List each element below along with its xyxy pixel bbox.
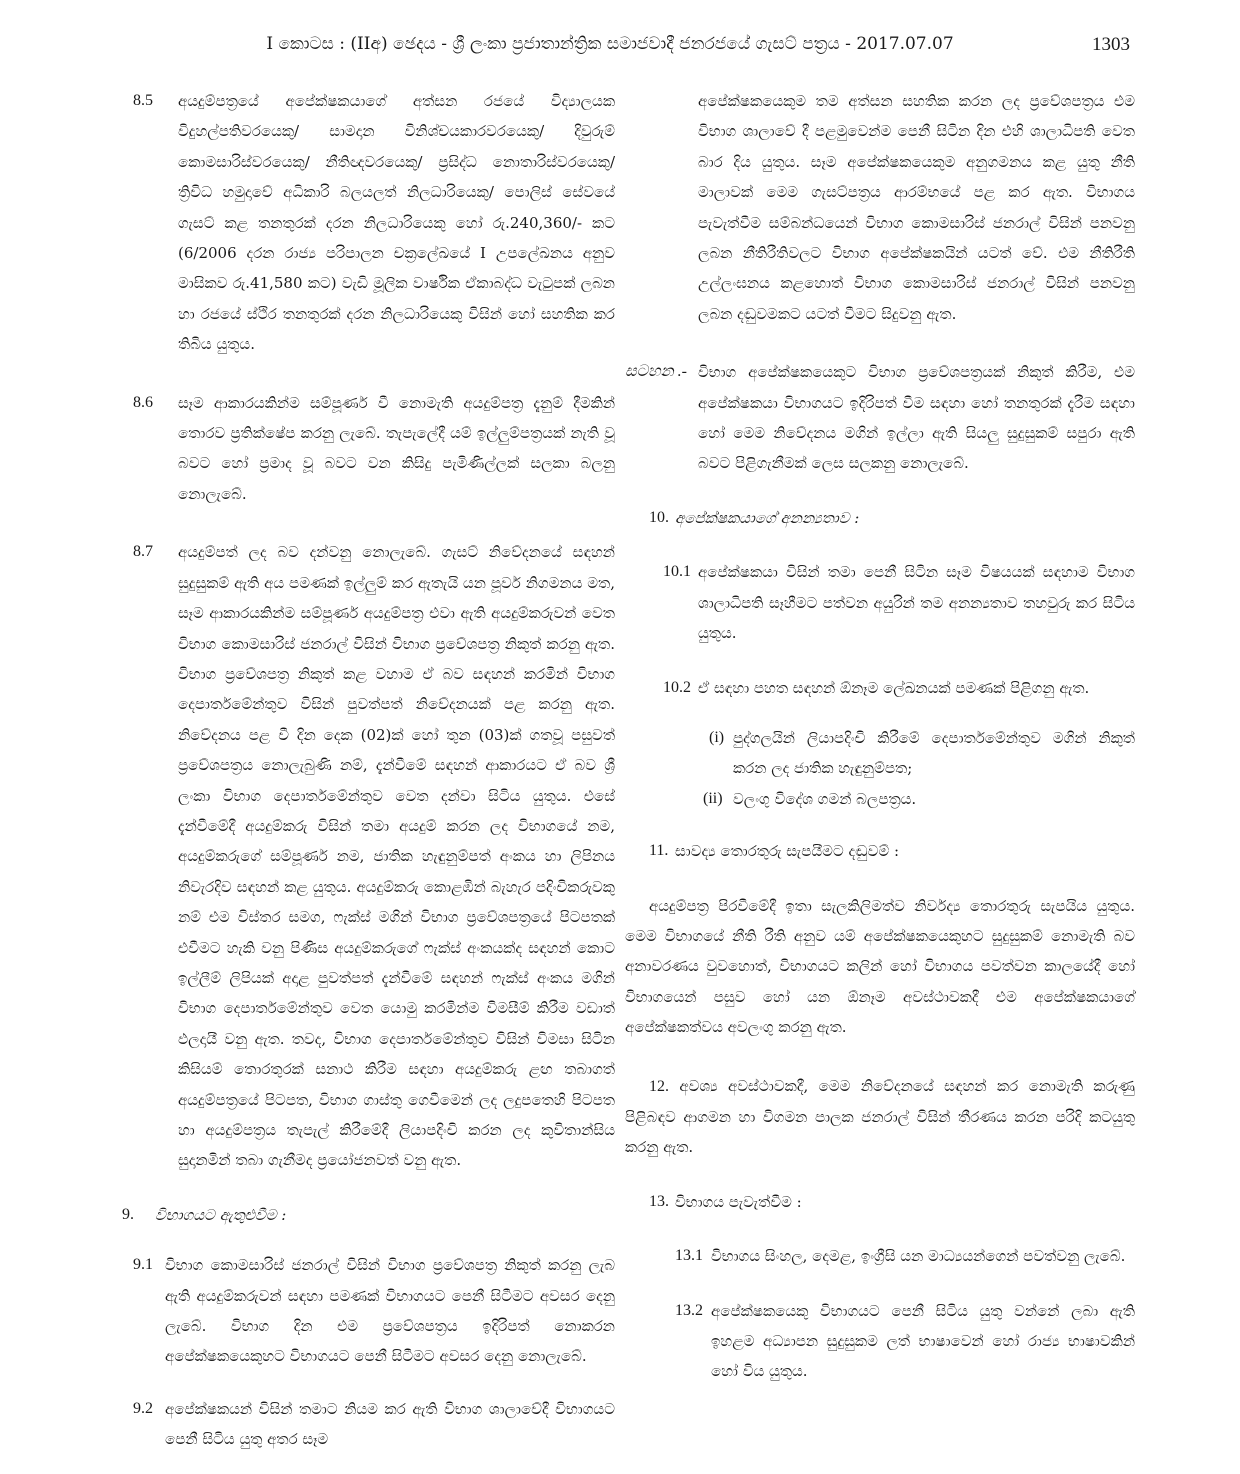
note-block: [625, 357, 1135, 479]
section-9-2-continued: [625, 86, 1135, 329]
section-10-heading: [625, 503, 1135, 533]
item-number: (ii): [703, 789, 723, 807]
section-number: 9.1: [133, 1256, 153, 1274]
section-number: 10.2: [663, 678, 691, 696]
section-number: 9.2: [133, 1399, 153, 1417]
section-11-heading: [625, 836, 1135, 866]
section-8-7: [133, 537, 615, 1176]
section-number: 13.2: [675, 1301, 703, 1319]
item-number: (i): [709, 728, 725, 746]
section-9-1: [133, 1250, 615, 1372]
section-8-6: [133, 388, 615, 510]
section-text: අයදුම්පත්‍රයේ අපේක්ෂකයාගේ අත්සන රජයේ විද්‍යාලයක විදුහල්පතිවරයෙකු/ සාමදාන විනිශ්චයකාරවරයෙකු/ දිවුරුම් කොමසාරිස්වරයෙකු/ නීතිඥවරයෙකු/ ප්‍රසිද්ධ නොතාරිස්වරයෙකු/ ත්‍රිවිධ හමුදාවේ අධිකාරි බලයලත් නිලධාරියෙකු/ පොලිස් සේවයේ ගැසට් කළ තනතුරක් දරන නිලධාරියෙකු හෝ රු.240,360/- කට (6/2006 දරන රාජ්‍ය පරිපාලන චක්‍රලේඛයේ I උපලේඛනය අනුව මාසිකව රු.41,580 කට) වැඩි මූලික වාර්ෂික ඒකාබද්ධ වැටුපක් ලබන හා රජයේ ස්ථිර තනතුරක් දරන නිලධාරියෙකු විසින් හෝ සහතික කර තිබිය යුතුය.: [178, 92, 615, 354]
section-text: අපේක්ෂකයෙකුම තම අත්සන සහතික කරන ලද ප්‍රවේශපත්‍රය එම විභාග ශාලාවේ දී පළමුවෙන්ම පෙනී සිටින දින එහි ශාලාධිපති වෙත බාර දිය යුතුය. සෑම අපේක්ෂකයෙකුම අනුගමනය කළ යුතු නීති මාලාවක් මෙම ගැසට්පත්‍රය ආරම්භයේ පළ කර ඇත. විභාගය පැවැත්වීම සම්බන්ධයෙන් විභාග කොමසාරිස් ජනරාල් විසින් පනවනු ලබන නීතිරීතිවලට විභාග අපේක්ෂකයින් යටත් වේ. එම නීතිරීති උල්ලංඝනය කළහොත් විභාග කොමසාරිස් ජනරාල් විසින් පනවනු ලබන දඬුවමකට යටත් වීමට සිදුවනු ඇත.: [698, 92, 1135, 323]
section-heading: සාවද්‍ය තොරතුරු සැපයීමට දඬුවම් :: [675, 842, 900, 861]
section-text: ඒ සඳහා පහත සඳහන් ඕනෑම ලේඛනයක් පමණක් පිළිගනු ඇත.: [698, 678, 1090, 697]
item-text: වලංගු විදේශ ගමන් බලපත්‍රය.: [733, 789, 917, 808]
section-heading: අපේක්ෂකයාගේ අනන්‍යතාව :: [675, 508, 860, 527]
section-number: 8.7: [133, 543, 153, 561]
section-number: 10.: [649, 508, 669, 526]
note-label: සටහන .-: [625, 363, 687, 381]
section-11-text: [625, 891, 1135, 1043]
section-text: [625, 1071, 1135, 1163]
section-10-2: [625, 673, 1135, 703]
section-text: අපේක්ෂකයන් විසින් තමාට නියම කර ඇති විභාග ශාලාවේදී විභාගයට පෙනී සිටිය යුතු අතර සෑම: [165, 1399, 615, 1449]
section-number: 10.1: [663, 563, 691, 581]
right-column: [625, 86, 1135, 1387]
section-number: 9.: [122, 1205, 134, 1223]
section-12: [625, 1071, 1135, 1163]
section-number: 8.6: [133, 393, 153, 411]
note-text: විභාග අපේක්ෂකයෙකුට විභාග ප්‍රවේශපත්‍රයක් නිකුත් කිරීම, එම අපේක්ෂකයා විභාගයට ඉදිරිපත් වීම සඳහා හෝ තනතුරක් දැරීම සඳහා හෝ මෙම නිවේදනය මගින් ඉල්ලා ඇති සියලු සුදුසුකම් සපුරා ඇති බවට පිළිගැනීමක් ලෙස සලකනු නොලැබේ.: [698, 363, 1135, 473]
section-text: විභාගය සිංහල, දෙමළ, ඉංග්‍රීසි යන මාධ්‍යයන්ගෙන් පවත්වනු ලැබේ.: [711, 1247, 1126, 1266]
section-body: අවශ්‍ය අවස්ථාවකදී, මෙම නිවේදනයේ සඳහන් කර නොමැති කරුණු පිළිබඳව ආගමන හා විගමන පාලක ජනරාල් විසින් තීරණය කරන පරිදි කටයුතු කරනු ඇත.: [625, 1076, 1135, 1157]
page-header: [150, 34, 1130, 64]
left-column: [122, 86, 615, 1455]
section-text: අයදුම්පත් ලද බව දන්වනු නොලැබේ. ගැසට් නිවේදනයේ සඳහන් සුදුසුකම් ඇති අය පමණක් ඉල්ලුම් කර ඇතැයි යන පූර්ව නිගමනය මත, සෑම ආකාරයකින්ම සම්පූර්ණ අයදුම්පත්‍ර එවා ඇති අයදුම්කරුවන් වෙත විභාග කොමසාරිස් ජනරාල් විසින් විභාග ප්‍රවේශපත්‍ර නිකුත් කරනු ඇත. විභාග ප්‍රවේශපත්‍ර නිකුත් කළ වහාම ඒ බව සඳහන් කරමින් විභාග දෙපාර්තමේන්තුව විසින් පුවත්පත් නිවේදනයක් පළ කරනු ඇත. නිවේදනය පළ වී දින දෙක (02)ක් හෝ තුන (03)ක් ගතවූ පසුවත් ප්‍රවේශපත්‍රය නොලැබුණි නම්, දැන්වීමේ සඳහන් ආකාරයට ඒ බව ශ්‍රී ලංකා විභාග දෙපාර්තමේන්තුව වෙත දන්වා සිටිය යුතුය. එසේ දැන්වීමේදී අයදුම්කරු විසින් තමා අයදුම් කරන ලද විභාගයේ නම, අයදුම්කරුගේ සම්පූර්ණ නම, ජාතික හැඳුනුම්පත් අංකය හා ලිපිනය නිවැරදිව සඳහන් කළ යුතුය. අයදුම්කරු කොළඹින් බැහැර පදිංචිකරුවකු නම් එම විස්තර සමග, ෆැක්ස් මගින් විභාග ප්‍රවේශපත්‍රයේ පිටපතක් එවීමට හැකි වනු පිණිස අයදුම්කරුගේ ෆැක්ස් අංකයක්ද සඳහන් කොට ඉල්ලීම් ලිපියක් අදාළ පුවත්පත් දැන්වීමේ සඳහන් ෆැක්ස් අංකය මගින් විභාග දෙපාර්තමේන්තුව වෙත යොමු කරමින්ම විමසීම් කිරීම වඩාත් ඵලදායී වනු ඇත. තවද, විභාග දෙපාර්තමේන්තුව විසින් විමසා සිටින කිසියම් තොරතුරක් සනාථ කිරීම සඳහා අයදුම්කරු ළඟ තබාගත් අයදුම්පත්‍රයේ පිටපත, විභාග ගාස්තු ගෙවීමෙන් ලද ලදුපතෙහි පිටපත හා අයදුම්පත්‍රය තැපැල් කිරීමේදී ලියාපදිංචි කරන ලද කුවිතාන්සිය සුදානමින් තබා ගැනීමද ප්‍රයෝජනවත් වනු ඇත.: [178, 543, 615, 1170]
section-9-heading: [122, 1200, 615, 1230]
section-13-heading: [625, 1187, 1135, 1217]
section-13-1: [625, 1241, 1135, 1271]
section-text: සෑම ආකාරයකින්ම සම්පූර්ණ වී නොමැති අයදුම්පත්‍ර දැනුම් දීමකින් තොරව ප්‍රතික්ෂේප කරනු ලැබේ. තැපැලේදී යම් ඉල්ලුම්පත්‍රයක් නැති වූ බවට හෝ ප්‍රමාද වූ බවට වන කිසිදු පැමිණිල්ලක් සලකා බලනු නොලැබේ.: [178, 393, 615, 503]
section-number: 13.1: [675, 1247, 703, 1265]
gazette-header-title: I කොටස : (IIඅ) ඡෙදය - ශ්‍රී ලංකා ප්‍රජාතාන්ත්‍රික සමාජවාදී ජනරජයේ ගැසට් පත්‍රය - 2017.07.07: [266, 34, 954, 54]
section-text: විභාග කොමසාරිස් ජනරාල් විසින් විභාග ප්‍රවේශපත්‍ර නිකුත් කරනු ලැබ ඇති අයදුම්කරුවන් සඳහා පමණක් විභාගයට පෙනී සිටීමට අවසර දෙනු ලැබේ. විභාග දින එම ප්‍රවේශපත්‍රය ඉදිරිපත් නොකරන අපේක්ෂකයෙකුහට විභාගයට පෙනී සිටීමට අවසර දෙනු නොලැබේ.: [165, 1256, 615, 1366]
section-number: 13.: [649, 1192, 669, 1210]
section-number: 12.: [649, 1077, 669, 1095]
section-text: අපේක්ෂකයා විසින් තමා පෙනී සිටින සෑම විෂයයක් සඳහාම විභාග ශාලාධිපති සෑහීමට පත්වන අයුරින් තම අනන්‍යතාව තහවුරු කර සිටිය යුතුය.: [698, 563, 1135, 643]
section-9-2: [133, 1394, 615, 1455]
section-heading: විභාගය පැවැත්වීම :: [675, 1192, 802, 1211]
section-number: 8.5: [133, 92, 153, 109]
section-number: 11.: [649, 842, 669, 860]
section-text: අපේක්ෂකයෙකු විභාගයට පෙනී සිටිය යුතු වන්නේ ලබා ඇති ඉහළම අධ්‍යාපන සුදුසුකම ලත් භාෂාවෙන් හෝ රාජ්‍ය භාෂාවකින් හෝ විය යුතුය.: [711, 1301, 1135, 1381]
section-13-2: [625, 1296, 1135, 1387]
page-number: 1303: [1092, 34, 1130, 55]
section-8-5: [133, 86, 615, 360]
item-text: පුද්ගලයින් ලියාපදිංචි කිරීමේ දෙපාර්තමේන්තුව මගින් නිකුත් කරන ලද ජාතික හැඳුනුම්පත;: [733, 728, 1135, 778]
id-document-item-ii: [625, 784, 1135, 814]
section-text: අයදුම්පත්‍ර පිරවීමේදී ඉතා සැලකිලිමත්ව නිර්වද්‍ය තොරතුරු සැපයිය යුතුය. මෙම විභාගයේ නීති රීති අනුව යම් අපේක්ෂකයෙකුහට සුදුසුකම් නොමැති බව අනාවරණය වුවහොත්, විභාගයට කලින් හෝ විභාගය පවත්වන කාලයේදී හෝ විභාගයෙන් පසුව හෝ යන ඕනෑම අවස්ථාවකදී එම අපේක්ෂකයාගේ අපේක්ෂකත්වය අවලංගු කරනු ඇත.: [625, 896, 1135, 1037]
section-heading: විභාගයට ඇතුළුවීම :: [155, 1205, 287, 1224]
id-document-item-i: [625, 723, 1135, 784]
section-10-1: [625, 557, 1135, 648]
